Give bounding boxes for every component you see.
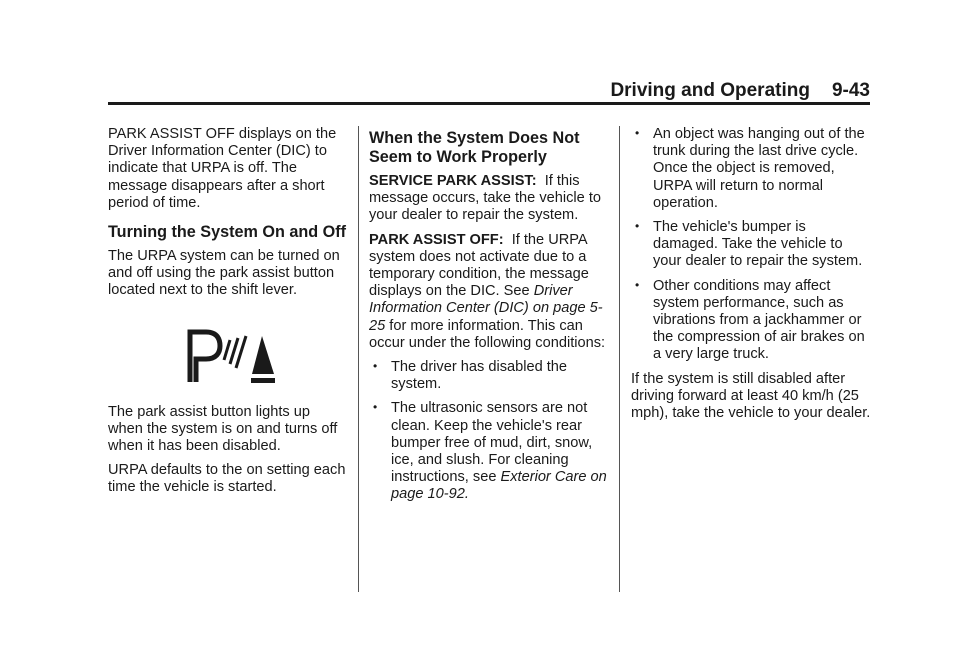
bullet-icon: • xyxy=(635,277,640,292)
running-head xyxy=(610,80,870,102)
section-heading: Turning the System On and Off xyxy=(108,223,347,242)
list-item: • An object was hanging out of the trunk during the last drive cycle. Once the object is removed, URPA will return to normal operation. xyxy=(635,126,865,211)
bullet-icon: • xyxy=(635,126,640,140)
message-label: PARK ASSIST OFF: xyxy=(369,231,504,248)
cross-reference-link[interactable]: Driver Information Center (DIC) on page 5-25 xyxy=(369,283,603,334)
page-header xyxy=(108,80,870,104)
column-1 xyxy=(108,126,348,504)
paragraph: If the system is still disabled after driving forward at least 40 km/h (25 mph), take the vehicle to your dealer. xyxy=(631,370,871,422)
list-item: • Other conditions may affect system performance, such as vibrations from a jackhammer or the compression of air brakes on a very large truck. xyxy=(635,277,865,363)
paragraph: URPA defaults to the on setting each time the vehicle is started. xyxy=(108,462,346,496)
condition-list xyxy=(631,126,871,364)
list-item: • The driver has disabled the system. xyxy=(373,359,568,393)
cross-reference-link[interactable]: Exterior Care on page 10-92 xyxy=(391,469,607,503)
list-item: • The vehicle's bumper is damaged. Take the vehicle to your dealer to repair the system. xyxy=(635,219,863,270)
paragraph: SERVICE PARK ASSIST: If this message occurs, take the vehicle to your dealer to repair the system. xyxy=(369,173,601,224)
bullet-icon: • xyxy=(635,219,640,234)
condition-list xyxy=(369,359,609,504)
bullet-icon: • xyxy=(373,400,378,415)
page-number: 9-43 xyxy=(831,80,870,101)
paragraph: PARK ASSIST OFF: If the URPA system does not activate due to a temporary condition, the message displays on the DIC. See Driver Information Center (DIC) on page 5-25 for more information. This can occur under the following conditions: xyxy=(369,231,606,351)
list-item: • The ultrasonic sensors are not clean. Keep the vehicle's rear bumper free of mud, dirt, snow, ice, and slush. For cleaning instructions, see Exterior Care on page 10-92. xyxy=(373,400,607,503)
column-divider-2 xyxy=(619,126,620,592)
section-heading: When the System Does Not Seem to Work Properly xyxy=(369,129,580,166)
column-divider-1 xyxy=(358,126,359,592)
column-3 xyxy=(631,126,871,429)
column-2 xyxy=(369,126,609,511)
park-assist-icon xyxy=(186,328,278,384)
bullet-icon: • xyxy=(373,359,378,374)
paragraph: PARK ASSIST OFF displays on the Driver Information Center (DIC) to indicate that URPA is off. The message disappears after a short period of time. xyxy=(108,126,337,211)
header-rule xyxy=(108,102,870,105)
message-label: SERVICE PARK ASSIST: xyxy=(369,173,537,189)
paragraph: The URPA system can be turned on and off using the park assist button located next to the shift lever. xyxy=(108,248,340,299)
section-title: Driving and Operating xyxy=(610,80,810,101)
paragraph: The park assist button lights up when the system is on and turns off when it has been disabled. xyxy=(108,403,338,455)
